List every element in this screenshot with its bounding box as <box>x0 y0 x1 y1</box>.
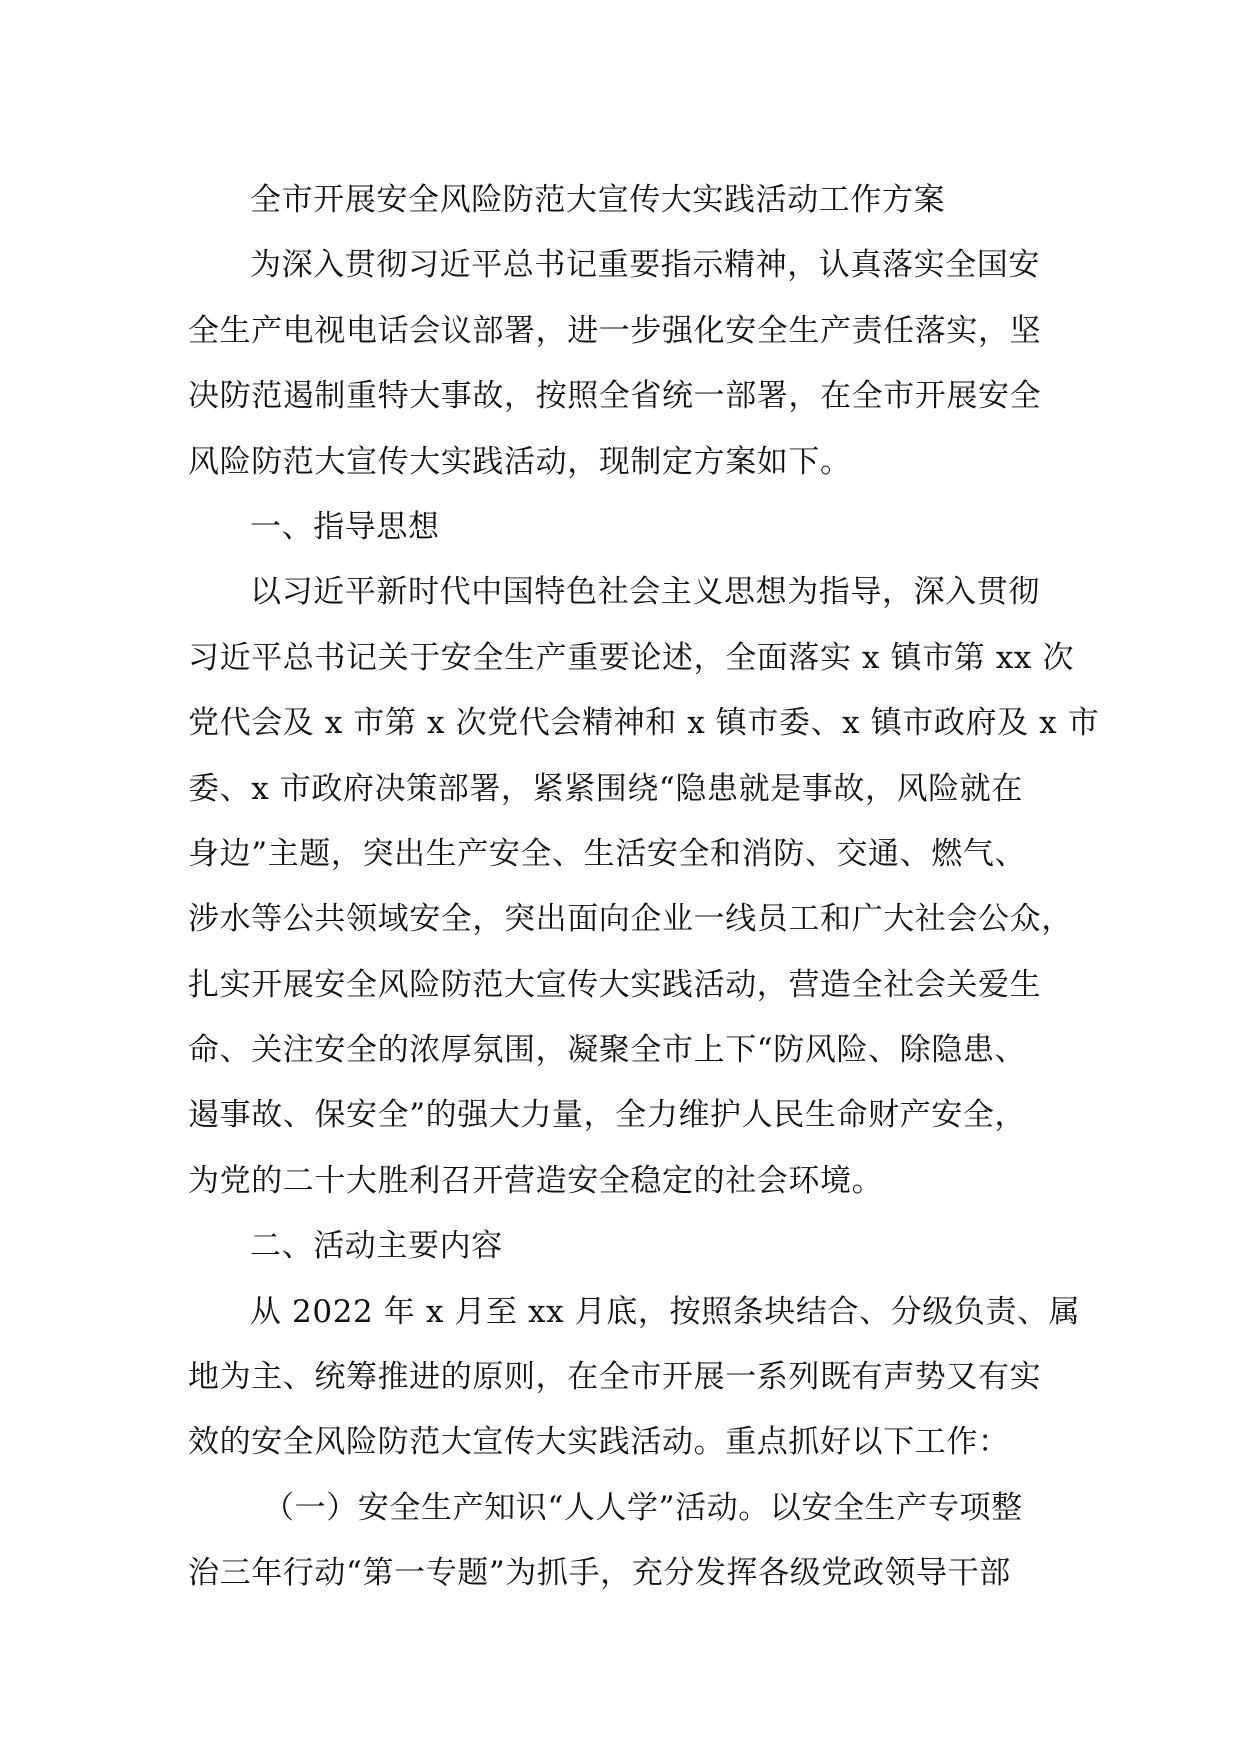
paragraph-line: 为深入贯彻习近平总书记重要指示精神，认真落实全国安 <box>250 247 1040 284</box>
paragraph-line: 决防范遏制重特大事故，按照全省统一部署，在全市开展安全 <box>188 378 1042 415</box>
paragraph-line: 习近平总书记关于安全生产重要论述，全面落实 x 镇市第 xx 次 <box>188 639 1075 676</box>
paragraph-line: 为党的二十大胜利召开营造安全稳定的社会环境。 <box>188 1162 884 1199</box>
paragraph-line: 全生产电视电话会议部署，进一步强化安全生产责任落实，坚 <box>188 312 1042 349</box>
paragraph-line: 治三年行动“第一专题”为抓手，充分发挥各级党政领导干部 <box>188 1555 1011 1592</box>
paragraph-line: 委、x 市政府决策部署，紧紧围绕“隐患就是事故，风险就在 <box>188 770 1023 807</box>
paragraph-line: 涉水等公共领域安全，突出面向企业一线员工和广大社会公众， <box>188 901 1073 938</box>
paragraph-line: 身边”主题，突出生产安全、生活安全和消防、交通、燃气、 <box>188 835 1027 872</box>
section-heading-main-content: 二、活动主要内容 <box>250 1228 503 1265</box>
paragraph-line: 党代会及 x 市第 x 次党代会精神和 x 镇市委、x 镇市政府及 x 市 <box>188 705 1100 742</box>
section-heading-guiding-ideology: 一、指导思想 <box>250 508 440 545</box>
paragraph-line: 风险防范大宣传大实践活动，现制定方案如下。 <box>188 443 852 480</box>
paragraph-line: 以习近平新时代中国特色社会主义思想为指导，深入贯彻 <box>250 574 1040 611</box>
paragraph-line: 命、关注安全的浓厚氛围，凝聚全市上下“防风险、除隐患、 <box>188 1032 1027 1069</box>
paragraph-line: 地为主、统筹推进的原则，在全市开展一系列既有声势又有实 <box>188 1359 1042 1396</box>
document-title: 全市开展安全风险防范大宣传大实践活动工作方案 <box>250 182 946 218</box>
paragraph-line: 遏事故、保安全”的强大力量，全力维护人民生命财产安全， <box>188 1097 1027 1134</box>
document-body <box>188 168 1100 1607</box>
paragraph-line: 从 2022 年 x 月至 xx 月底，按照条块结合、分级负责、属 <box>250 1293 1081 1330</box>
subsection-heading-line: （一）安全生产知识“人人学”活动。以安全生产专项整 <box>263 1489 1023 1526</box>
paragraph-line: 效的安全风险防范大宣传大实践活动。重点抓好以下工作： <box>188 1424 1010 1461</box>
paragraph-line: 扎实开展安全风险防范大宣传大实践活动，营造全社会关爱生 <box>188 966 1042 1003</box>
